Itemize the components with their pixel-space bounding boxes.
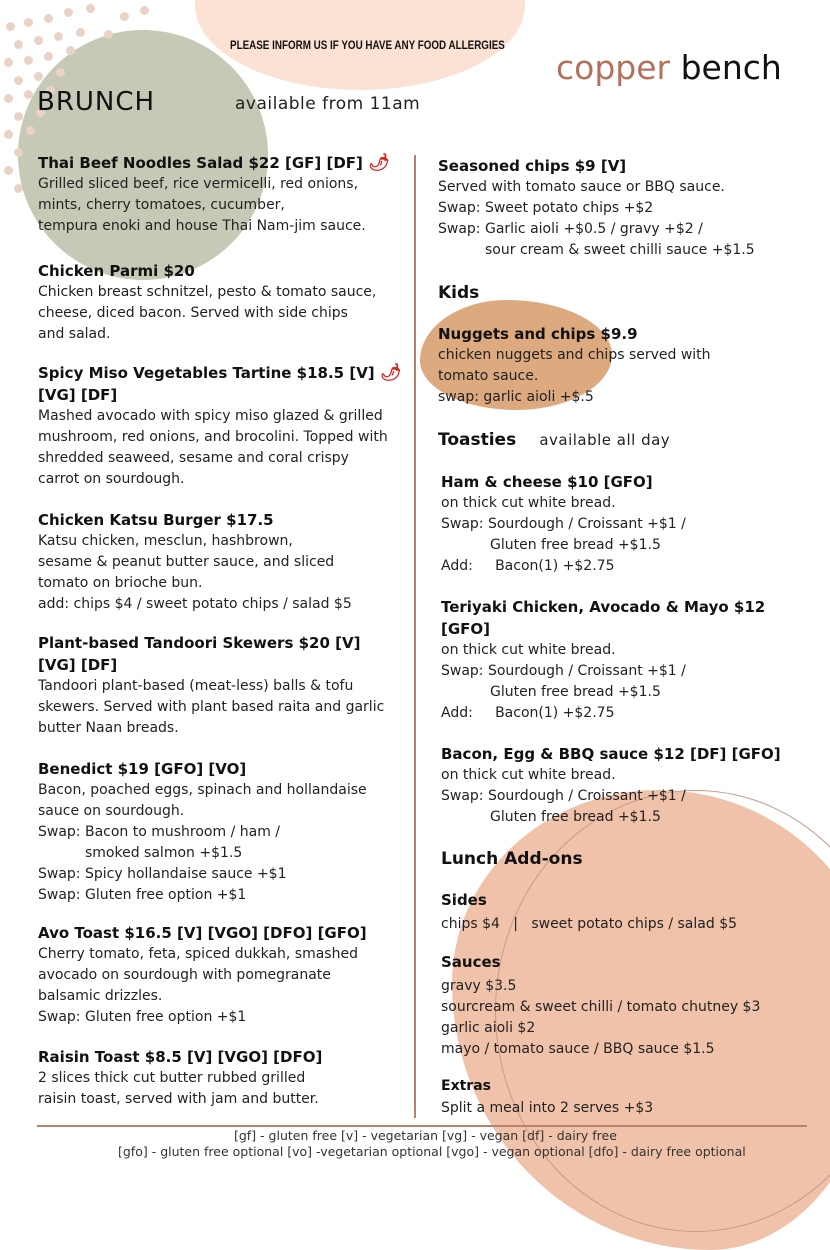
item-title: Chicken Parmi $20	[38, 262, 195, 280]
decorative-dot	[24, 18, 33, 27]
item-desc-line: raisin toast, served with jam and butter.	[38, 1091, 319, 1107]
menu-item-ham-cheese	[441, 471, 686, 577]
menu-item-tandoori-skewers	[38, 632, 384, 739]
menu-item-miso-tartine	[38, 362, 402, 490]
item-desc-line: Swap: Bacon to mushroom / ham /	[38, 824, 281, 840]
decorative-dot	[120, 12, 129, 21]
menu-item-katsu-burger	[38, 509, 352, 615]
item-desc-line: Swap: Sweet potato chips +$2	[438, 200, 654, 216]
sides-heading: Sides	[441, 891, 487, 909]
menu-item-teriyaki	[441, 596, 765, 724]
lunch-addons-heading: Lunch Add-ons	[441, 849, 583, 869]
menu-item-seasoned-chips	[438, 155, 755, 261]
decorative-dot	[26, 126, 35, 135]
item-desc-line: Tandoori plant-based (meat-less) balls & tofu	[38, 678, 354, 694]
item-desc-line: carrot on sourdough.	[38, 471, 185, 487]
item-desc-line: sauce on sourdough.	[38, 803, 185, 819]
extras-heading: Extras	[441, 1078, 491, 1094]
chili-icon: 🌶	[368, 153, 390, 173]
extras-line: Split a meal into 2 serves +$3	[441, 1100, 654, 1116]
decorative-dot	[56, 68, 65, 77]
item-desc-line: tomato on brioche bun.	[38, 575, 203, 591]
item-title: Plant-based Tandoori Skewers $20 [V]	[38, 634, 361, 652]
item-desc-line: mints, cherry tomatoes, cucumber,	[38, 197, 285, 213]
item-title: Nuggets and chips $9.9	[438, 325, 638, 343]
sauce-line: garlic aioli $2	[441, 1020, 536, 1036]
item-desc-line: Swap: Sourdough / Croissant +$1 /	[441, 516, 686, 532]
item-desc-line: Add: Bacon(1) +$2.75	[441, 558, 615, 574]
item-desc-line: balsamic drizzles.	[38, 988, 163, 1004]
item-title: Thai Beef Noodles Salad $22 [GF] [DF]	[38, 154, 363, 172]
item-desc-line: avocado on sourdough with pomegranate	[38, 967, 331, 983]
decorative-dot	[14, 40, 23, 49]
decorative-dot	[4, 94, 13, 103]
menu-item-avo-toast	[38, 922, 367, 1028]
decorative-dot	[6, 22, 15, 31]
item-desc-line: shredded seaweed, sesame and coral crispy	[38, 450, 349, 466]
item-title: Raisin Toast $8.5 [V] [VGO] [DFO]	[38, 1048, 323, 1066]
brunch-availability: available from 11am	[235, 94, 421, 114]
item-desc-line: chicken nuggets and chips served with	[438, 347, 711, 363]
dietary-legend-line-1: [gf] - gluten free [v] - vegetarian [vg] - vegan [df] - dairy free	[234, 1128, 617, 1143]
dietary-legend-line-2: [gfo] - gluten free optional [vo] -vegetarian optional [vgo] - vegan optional [dfo] - dairy free optional	[118, 1144, 746, 1159]
sauce-line: mayo / tomato sauce / BBQ sauce $1.5	[441, 1041, 715, 1057]
chili-icon: 🌶	[379, 363, 402, 383]
item-desc-line: on thick cut white bread.	[441, 495, 616, 511]
sauce-line: gravy $3.5	[441, 978, 517, 994]
item-desc-line: on thick cut white bread.	[441, 767, 616, 783]
toasties-heading-row	[438, 430, 670, 451]
item-title-continued: [VG] [DF]	[38, 386, 118, 404]
menu-item-nuggets	[438, 323, 711, 408]
item-title: Chicken Katsu Burger $17.5	[38, 511, 274, 529]
item-title-continued: [GFO]	[441, 620, 491, 638]
item-title: Bacon, Egg & BBQ sauce $12 [DF] [GFO]	[441, 745, 781, 763]
item-desc-line: Swap: Gluten free option +$1	[38, 1009, 247, 1025]
item-desc-line: Cherry tomato, feta, spiced dukkah, smashed	[38, 946, 358, 962]
item-desc-line: Katsu chicken, mesclun, hashbrown,	[38, 533, 293, 549]
item-title: Ham & cheese $10 [GFO]	[441, 473, 653, 491]
toasties-heading: Toasties	[438, 430, 517, 450]
decorative-dot	[4, 130, 13, 139]
decorative-dot	[66, 46, 75, 55]
sauces-list	[441, 976, 760, 1060]
item-title: Benedict $19 [GFO] [VO]	[38, 760, 247, 778]
item-desc-line: Bacon, poached eggs, spinach and hollandaise	[38, 782, 367, 798]
decorative-dot	[24, 56, 33, 65]
item-desc-line: Swap: Gluten free option +$1	[38, 887, 247, 903]
item-desc-line: Add: Bacon(1) +$2.75	[441, 705, 615, 721]
decorative-dot	[76, 28, 85, 37]
decorative-dot	[14, 112, 23, 121]
item-desc-line: Served with tomato sauce or BBQ sauce.	[438, 179, 725, 195]
decorative-dot	[64, 8, 73, 17]
brand-bench: bench	[680, 48, 782, 87]
decorative-dot	[34, 72, 43, 81]
item-title: Seasoned chips $9 [V]	[438, 157, 627, 175]
decorative-dot	[44, 14, 53, 23]
item-desc-line: smoked salmon +$1.5	[85, 845, 243, 861]
item-desc-line: add: chips $4 / sweet potato chips / salad $5	[38, 596, 352, 612]
item-desc-line: Swap: Spicy hollandaise sauce +$1	[38, 866, 287, 882]
decorative-dot	[140, 6, 149, 15]
item-title: Teriyaki Chicken, Avocado & Mayo $12	[441, 598, 766, 616]
item-desc-line: 2 slices thick cut butter rubbed grilled	[38, 1070, 306, 1086]
menu-item-raisin-toast	[38, 1046, 322, 1110]
item-desc-line: Gluten free bread +$1.5	[490, 537, 661, 553]
item-desc-line: Swap: Sourdough / Croissant +$1 /	[441, 663, 686, 679]
brand-logo	[556, 48, 782, 87]
item-desc-line: tomato sauce.	[438, 368, 539, 384]
allergy-notice: PLEASE INFORM US IF YOU HAVE ANY FOOD ALLERGIES	[230, 38, 505, 52]
item-desc-line: Gluten free bread +$1.5	[490, 684, 661, 700]
decorative-dot	[44, 52, 53, 61]
item-desc-line: cheese, diced bacon. Served with side chips	[38, 305, 348, 321]
decorative-dot	[24, 90, 33, 99]
menu-item-thai-beef	[38, 152, 390, 237]
item-desc-line: Chicken breast schnitzel, pesto & tomato sauce,	[38, 284, 377, 300]
item-desc-line: Grilled sliced beef, rice vermicelli, red onions,	[38, 176, 359, 192]
item-desc-line: sour cream & sweet chilli sauce +$1.5	[485, 242, 755, 258]
sides-line: chips $4 | sweet potato chips / salad $5	[441, 916, 738, 932]
item-desc-line: Mashed avocado with spicy miso glazed & grilled	[38, 408, 383, 424]
menu-item-chicken-parmi	[38, 260, 376, 345]
item-title: Avo Toast $16.5 [V] [VGO] [DFO] [GFO]	[38, 924, 367, 942]
item-desc-line: and salad.	[38, 326, 111, 342]
item-desc-line: tempura enoki and house Thai Nam-jim sauce.	[38, 218, 366, 234]
item-desc-line: on thick cut white bread.	[441, 642, 616, 658]
decorative-dot	[4, 166, 13, 175]
item-desc-line: Gluten free bread +$1.5	[490, 809, 661, 825]
item-desc-line: swap: garlic aioli +$.5	[438, 389, 594, 405]
item-desc-line: skewers. Served with plant based raita and garlic	[38, 699, 385, 715]
item-desc-line: Swap: Garlic aioli +$0.5 / gravy +$2 /	[438, 221, 703, 237]
column-divider	[414, 155, 416, 1118]
brunch-heading: BRUNCH	[37, 87, 156, 117]
item-desc-line: butter Naan breads.	[38, 720, 179, 736]
item-desc-line: sesame & peanut butter sauce, and sliced	[38, 554, 335, 570]
menu-item-benedict	[38, 758, 367, 906]
sauces-heading: Sauces	[441, 953, 501, 971]
decorative-dot	[14, 76, 23, 85]
toasties-availability: available all day	[539, 431, 671, 449]
brand-copper: copper	[556, 48, 671, 87]
sauce-line: sourcream & sweet chilli / tomato chutney $3	[441, 999, 761, 1015]
item-desc-line: mushroom, red onions, and brocolini. Topped with	[38, 429, 388, 445]
decorative-dot	[4, 58, 13, 67]
footer-divider	[37, 1125, 807, 1127]
decorative-dot	[34, 36, 43, 45]
item-title-continued: [VG] [DF]	[38, 656, 118, 674]
item-desc-line: Swap: Sourdough / Croissant +$1 /	[441, 788, 686, 804]
menu-item-bacon-egg	[441, 743, 781, 828]
kids-heading: Kids	[438, 283, 480, 303]
decorative-dot	[14, 184, 23, 193]
decorative-dot	[104, 30, 113, 39]
item-title: Spicy Miso Vegetables Tartine $18.5 [V]	[38, 364, 375, 382]
decorative-dot	[86, 4, 95, 13]
decorative-dot	[54, 32, 63, 41]
decorative-dot	[14, 148, 23, 157]
